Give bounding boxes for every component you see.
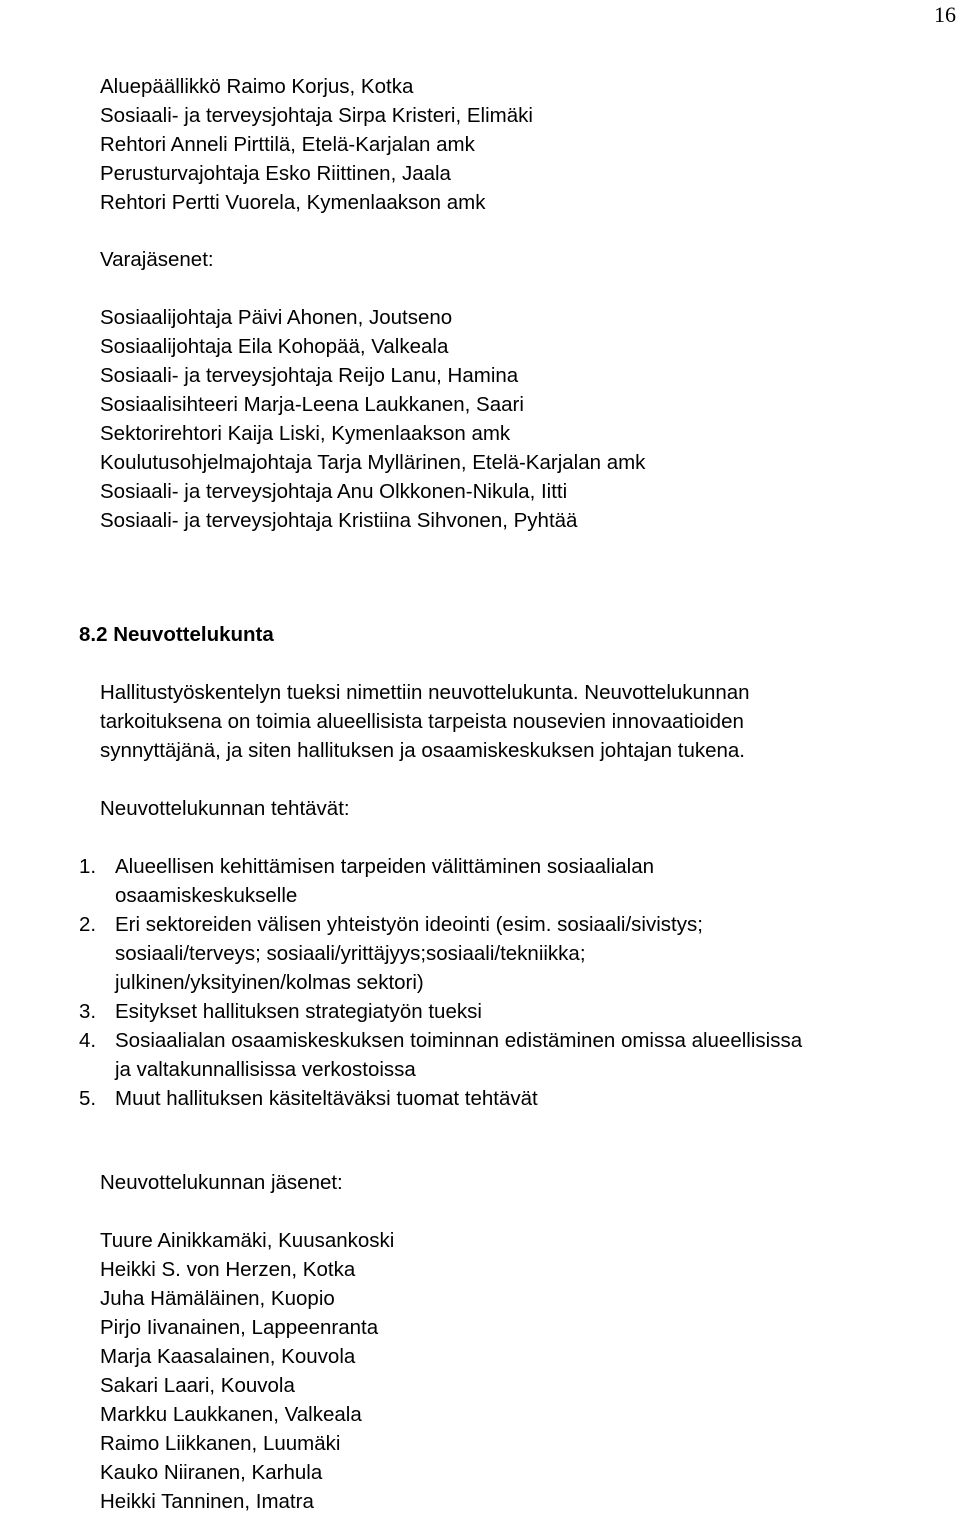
tasks-list — [79, 852, 959, 1113]
task-number: 1. — [79, 855, 97, 878]
task-number: 4. — [79, 1029, 97, 1052]
task-line: Sosiaalialan osaamiskeskuksen toiminnan edistäminen omissa alueellisissa — [115, 1029, 803, 1052]
list-item: Sosiaali- ja terveysjohtaja Sirpa Kristeri, Elimäki — [100, 104, 533, 127]
task-line: julkinen/yksityinen/kolmas sektori) — [115, 971, 424, 994]
task-item — [79, 910, 959, 997]
paragraph-line: Hallitustyöskentelyn tueksi nimettiin neuvottelukunta. Neuvottelukunnan — [100, 681, 750, 704]
list-item: Sosiaali- ja terveysjohtaja Reijo Lanu, Hamina — [100, 364, 519, 387]
task-number: 2. — [79, 913, 97, 936]
task-line: osaamiskeskukselle — [115, 884, 298, 907]
list-item: Perusturvajohtaja Esko Riittinen, Jaala — [100, 162, 451, 185]
task-line: Muut hallituksen käsiteltäväksi tuomat tehtävät — [115, 1087, 538, 1110]
list-item: Marja Kaasalainen, Kouvola — [100, 1345, 356, 1368]
list-item: Sosiaali- ja terveysjohtaja Kristiina Sihvonen, Pyhtää — [100, 509, 578, 532]
list-item: Sosiaali- ja terveysjohtaja Anu Olkkonen-Nikula, Iitti — [100, 480, 568, 503]
list-item: Rehtori Pertti Vuorela, Kymenlaakson amk — [100, 191, 486, 214]
deputies-list — [100, 303, 645, 535]
list-item: Tuure Ainikkamäki, Kuusankoski — [100, 1229, 395, 1252]
section-paragraph — [100, 678, 900, 765]
list-item: Pirjo Iivanainen, Lappeenranta — [100, 1316, 379, 1339]
task-item — [79, 997, 959, 1026]
list-item: Raimo Liikkanen, Luumäki — [100, 1432, 341, 1455]
list-item: Markku Laukkanen, Valkeala — [100, 1403, 362, 1426]
task-item — [79, 1084, 959, 1113]
task-number: 3. — [79, 1000, 97, 1023]
list-item: Rehtori Anneli Pirttilä, Etelä-Karjalan amk — [100, 133, 475, 156]
list-item: Sektorirehtori Kaija Liski, Kymenlaakson amk — [100, 422, 511, 445]
paragraph-line: synnyttäjänä, ja siten hallituksen ja osaamiskeskuksen johtajan tukena. — [100, 739, 745, 762]
page-number: 16 — [934, 2, 956, 27]
list-item: Juha Hämäläinen, Kuopio — [100, 1287, 335, 1310]
section-heading: 8.2 Neuvottelukunta — [79, 623, 274, 646]
task-number: 5. — [79, 1087, 97, 1110]
task-line: Eri sektoreiden välisen yhteistyön ideointi (esim. sosiaali/sivistys; — [115, 913, 703, 936]
list-item: Sosiaalisihteeri Marja-Leena Laukkanen, Saari — [100, 393, 524, 416]
board-members-list — [100, 72, 533, 217]
task-item — [79, 1026, 959, 1084]
list-item: Koulutusohjelmajohtaja Tarja Myllärinen, Etelä-Karjalan amk — [100, 451, 646, 474]
list-item: Sakari Laari, Kouvola — [100, 1374, 295, 1397]
members-label: Neuvottelukunnan jäsenet: — [100, 1171, 343, 1194]
list-item: Aluepäällikkö Raimo Korjus, Kotka — [100, 75, 414, 98]
task-line: sosiaali/terveys; sosiaali/yrittäjyys;sosiaali/tekniikka; — [115, 942, 586, 965]
task-line: ja valtakunnallisissa verkostoissa — [115, 1058, 416, 1081]
tasks-label: Neuvottelukunnan tehtävät: — [100, 797, 350, 820]
list-item: Heikki Tanninen, Imatra — [100, 1490, 314, 1513]
task-line: Esitykset hallituksen strategiatyön tueksi — [115, 1000, 482, 1023]
list-item: Sosiaalijohtaja Eila Kohopää, Valkeala — [100, 335, 449, 358]
members-list — [100, 1226, 394, 1516]
list-item: Sosiaalijohtaja Päivi Ahonen, Joutseno — [100, 306, 453, 329]
task-line: Alueellisen kehittämisen tarpeiden välittäminen sosiaalialan — [115, 855, 655, 878]
list-item: Heikki S. von Herzen, Kotka — [100, 1258, 356, 1281]
task-item — [79, 852, 959, 910]
list-item: Kauko Niiranen, Karhula — [100, 1461, 323, 1484]
deputies-label: Varajäsenet: — [100, 248, 214, 271]
paragraph-line: tarkoituksena on toimia alueellisista tarpeista nousevien innovaatioiden — [100, 710, 744, 733]
